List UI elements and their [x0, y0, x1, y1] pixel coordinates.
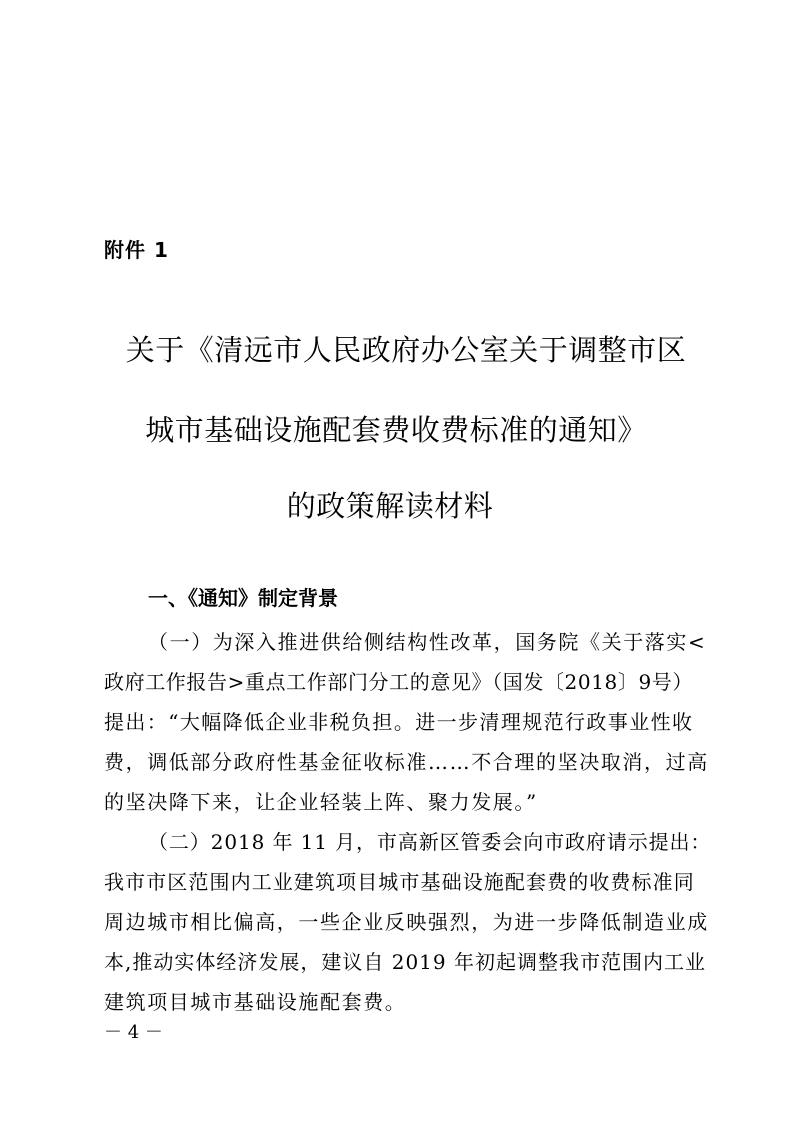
paragraph-line: 提出：“大幅降低企业非税负担。进一步清理规范行政事业性收 [104, 710, 694, 734]
paragraph-line: 我市市区范围内工业建筑项目城市基础设施配套费的收费标准同 [104, 870, 695, 894]
paragraph-line: 政府工作报告>重点工作部门分工的意见》（国发〔2018〕9号） [104, 670, 693, 694]
section-heading: 一、《通知》制定背景 [148, 586, 338, 610]
page-number: － 4 － [104, 1022, 163, 1043]
document-title-line-3: 的政策解读材料 [286, 489, 494, 523]
document-title-line-1: 关于《清远市人民政府办公室关于调整市区 [125, 333, 687, 367]
paragraph-line: 周边城市相比偏高，一些企业反映强烈，为进一步降低制造业成 [104, 910, 709, 934]
document-title-line-2: 城市基础设施配套费收费标准的通知》 [145, 413, 647, 447]
paragraph-line: 建筑项目城市基础设施配套费。 [104, 990, 407, 1014]
paragraph-line: （二）2018 年 11 月，市高新区管委会向市政府请示提出： [148, 830, 712, 854]
paragraph-line: 的坚决降下来，让企业轻装上阵、聚力发展。” [104, 790, 538, 814]
attachment-label: 附件 1 [104, 238, 169, 262]
paragraph-line: （一）为深入推进供给侧结构性改革，国务院《关于落实< [148, 630, 707, 654]
paragraph-line: 费，调低部分政府性基金征收标准……不合理的坚决取消，过高 [104, 750, 709, 774]
paragraph-line: 本,推动实体经济发展，建议自 2019 年初起调整我市范围内工业 [104, 950, 706, 974]
